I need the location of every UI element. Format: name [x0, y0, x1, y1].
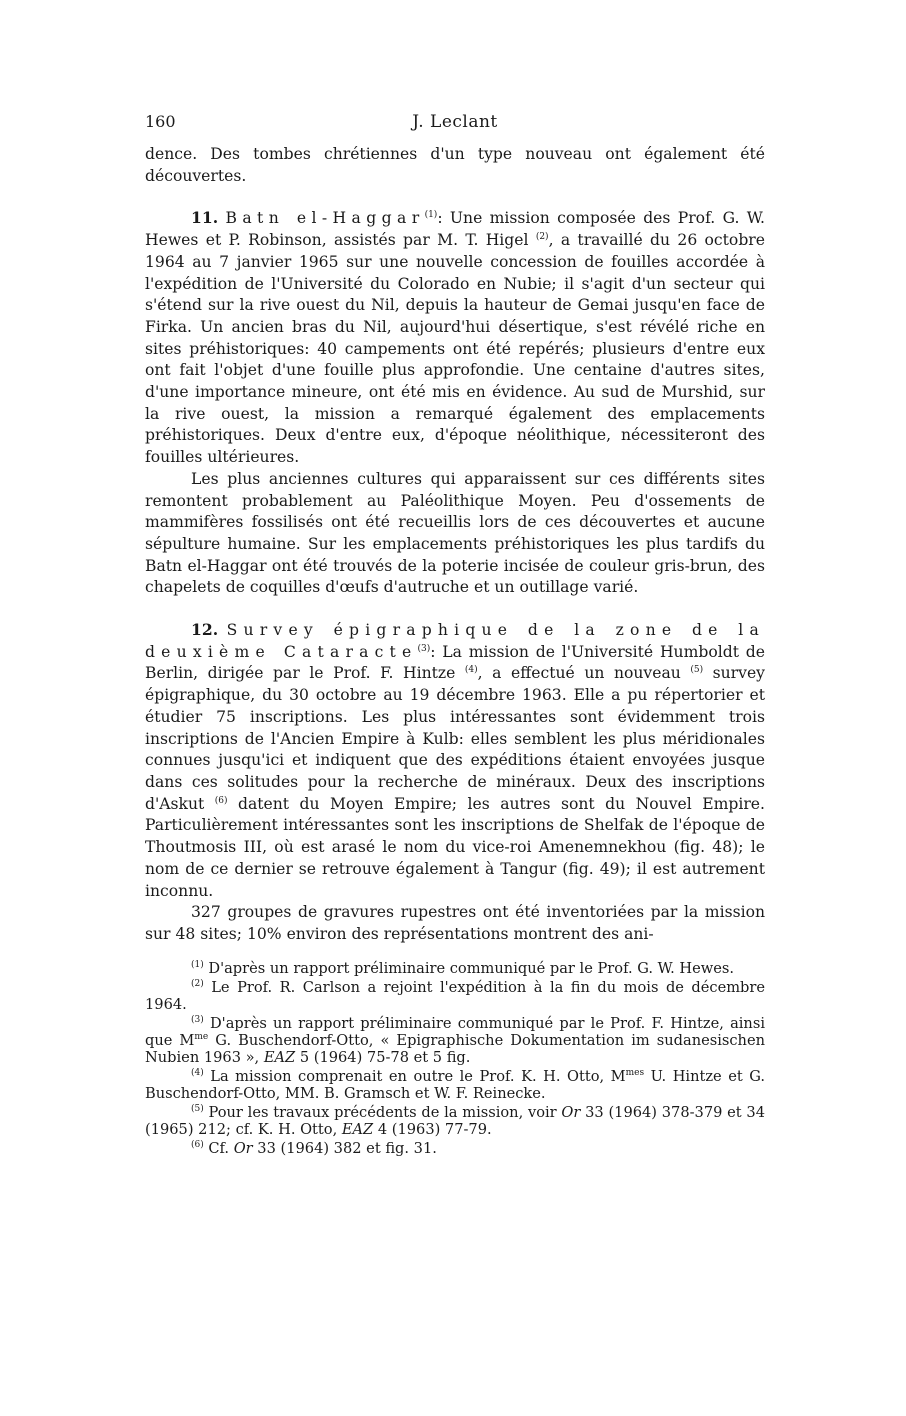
paragraph: Les plus anciennes cultures qui apparaissent sur ces différents sites remontent probablement au Paléolithique Moyen. Peu d'ossements de mammifères fossilisés ont été recueillis lors de ces découvertes et aucune sépulture humaine. Sur les emplacements préhistoriques les plus tardifs du Batn el-Haggar ont été trouvés de la poterie incisée de couleur gris-brun, des chapelets de coquilles d'œufs d'autruche et un outillage varié.: [145, 469, 765, 597]
footnote-3: [145, 1015, 765, 1066]
footnote-text: 5 (1964) 75-78 et 5 fig.: [295, 1049, 471, 1066]
section-text: survey épigraphique, du 30 octobre au 19 décembre 1963. Elle a pu répertorier et étudier 75 inscriptions. Les plus intéressantes sont évidemment trois inscriptions de l'Ancien Empire à Kulb: elles semblent les plus méridionales connues jusqu'ici et indiquent que des expéditions étaient envoyées jusque dans ces solitudes pour la recherche de minéraux. Deux des inscriptions d'Askut: [145, 664, 765, 813]
section-number: 11.: [191, 208, 219, 228]
journal-abbrev: EAZ: [263, 1049, 296, 1066]
footnote-ref: (6): [214, 795, 228, 806]
footnote-mark: (4): [191, 1068, 204, 1078]
footnote-text: U. Hintze et G. Buschendorf-Otto, MM. B. Gramsch et W. F. Reinecke.: [145, 1068, 765, 1102]
footnote-ref: (5): [690, 665, 704, 676]
running-head: J. Leclant: [412, 112, 498, 132]
section-text: , a effectué un nouveau: [477, 664, 691, 683]
section-text: : La mission de l'Université Humboldt de Berlin, dirigée par le Prof. F. Hintze: [145, 642, 765, 683]
footnote-4: [145, 1068, 765, 1102]
footnote-ref: (1): [424, 210, 438, 221]
footnote-1: [145, 960, 765, 977]
footnote-ref: (2): [535, 232, 549, 243]
superscript: me: [194, 1032, 209, 1042]
footnote-text: Pour les travaux précédents de la mission, voir: [203, 1104, 562, 1121]
footnote-2: [145, 979, 765, 1013]
footnote-mark: (5): [191, 1104, 204, 1114]
section-text: , a travaillé du 26 octobre 1964 au 7 janvier 1965 sur une nouvelle concession de fouilles accordée à l'expédition de l'Université du Colorado en Nubie; il s'agit d'un secteur qui s'étend sur la rive ouest du Nil, depuis la hauteur de Gemai jusqu'en face de Firka. Un ancien bras du Nil, aujourd'hui désertique, s'est révélé riche en sites préhistoriques: 40 campements ont été repérés; plusieurs d'entre eux ont fait l'objet d'une fouille plus approfondie. Une centaine d'autres sites, d'une importance mineure, ont été mis en évidence. Au sud de Murshid, sur la rive ouest, la mission a remarqué également des emplacements préhistoriques. Deux d'entre eux, d'époque néolithique, nécessiteront des fouilles ultérieures.: [145, 231, 765, 467]
section-title: Survey épigraphique de la zone de la deuxième Cataracte: [145, 621, 765, 661]
footnote-mark: (2): [191, 979, 204, 989]
page-header: [145, 112, 765, 136]
footnote-mark: (3): [191, 1015, 204, 1025]
footnote-mark: (1): [191, 960, 204, 970]
journal-abbrev: Or: [233, 1140, 253, 1157]
footnote-text: G. Buschendorf-Otto, « Epigraphische Dokumentation im sudanesischen Nubien 1963 »,: [145, 1032, 765, 1066]
section-11: [145, 207, 765, 468]
footnotes: [145, 960, 765, 1159]
section-text: datent du Moyen Empire; les autres sont du Nouvel Empire. Particulièrement intéressantes sont les inscriptions de Shelfak de l'époque de Thoutmosis III, où est arasé le nom du vice-roi Amenemnekhou (fig. 48); le nom de ce dernier se retrouve également à Tangur (fig. 49); il est autrement inconnu.: [145, 794, 765, 900]
footnote-ref: (3): [417, 643, 431, 654]
footnote-6: [145, 1140, 765, 1157]
paragraph: 327 groupes de gravures rupestres ont été inventoriées par la mission sur 48 sites; 10% environ des représentations montrent des ani-: [145, 903, 765, 943]
superscript: mes: [625, 1068, 645, 1078]
footnote-text: D'après un rapport préliminaire communiqué par le Prof. F. Hintze, ainsi que M: [145, 1015, 765, 1049]
paragraph-continuation: dence. Des tombes chrétiennes d'un type nouveau ont également été découvertes.: [145, 145, 765, 185]
footnote-text: Cf.: [203, 1140, 234, 1157]
section-12: [145, 619, 765, 902]
footnote-text: D'après un rapport préliminaire communiqué par le Prof. G. W. Hewes.: [203, 960, 734, 977]
page-number: 160: [145, 112, 176, 131]
footnote-text: Le Prof. R. Carlson a rejoint l'expédition à la fin du mois de décembre 1964.: [145, 979, 765, 1013]
footnote-text: 33 (1964) 382 et fig. 31.: [252, 1140, 437, 1157]
journal-abbrev: Or: [561, 1104, 581, 1121]
footnote-5: [145, 1104, 765, 1138]
body-text: [145, 144, 765, 946]
footnote-text: 4 (1963) 77-79.: [373, 1121, 492, 1138]
section-number: 12.: [191, 620, 219, 640]
footnote-ref: (4): [464, 665, 478, 676]
section-text: : Une mission composée des Prof. G. W. Hewes et P. Robinson, assistés par M. T. Higel: [145, 209, 765, 250]
footnote-text: La mission comprenait en outre le Prof. K. H. Otto, M: [203, 1068, 626, 1085]
footnote-mark: (6): [191, 1140, 204, 1150]
footnote-text: 33 (1964) 378-379 et 34 (1965) 212; cf. K. H. Otto,: [145, 1104, 765, 1138]
journal-abbrev: EAZ: [341, 1121, 374, 1138]
section-title: Batn el-Haggar: [225, 209, 425, 228]
